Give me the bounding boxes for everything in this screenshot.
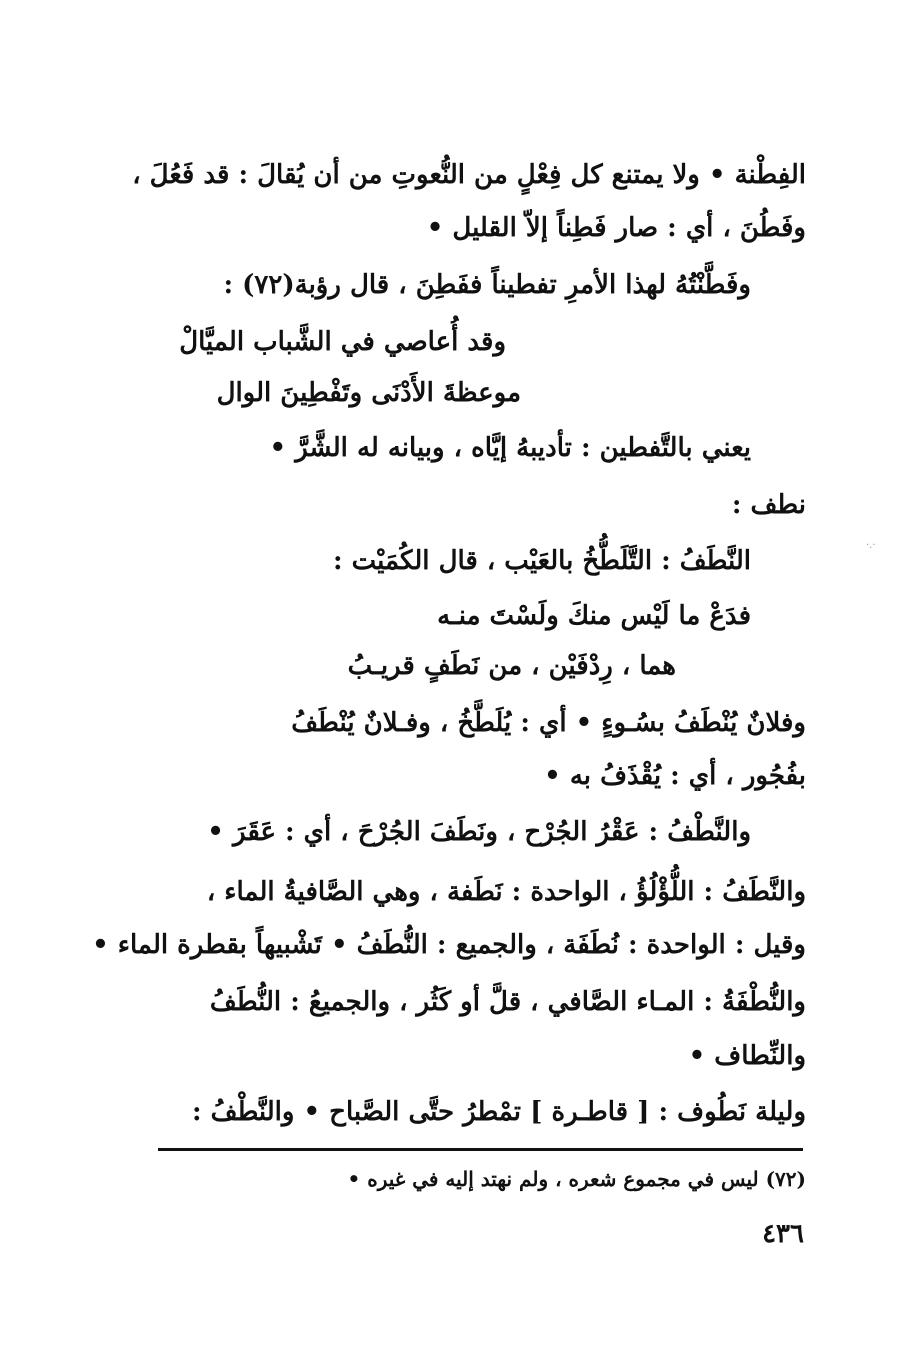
verse-line: موعظةَ الأَدْنَى وتَفْطِينَ الوال: [216, 378, 521, 408]
text-line: النَّطَفُ : التَّلَطُّخُ بالعَيْب ، قال الكُمَيْت :: [332, 546, 751, 576]
scan-speck-mark: ·.·: [866, 540, 876, 551]
verse-line: فدَعْ ما لَيْس منكَ ولَسْتَ منـه: [437, 601, 751, 631]
page-number: ٤٣٦: [762, 1219, 804, 1249]
text-line: الفِطْنة • ولا يمتنع كل فِعْلٍ من النُّعوتِ من أن يُقالَ : قد فَعُلَ ،: [132, 160, 806, 190]
text-line: والنِّطاف •: [688, 1041, 806, 1071]
footnote-divider: [158, 1148, 803, 1151]
text-line: بفُجُور ، أي : يُقْذَفُ به •: [544, 761, 806, 791]
text-line: وفَطُنَ ، أي : صار فَطِناً إلاّ القليل •: [426, 213, 806, 243]
text-line: وفَطَّنْتُهُ لهذا الأمرِ تفطيناً ففَطِنَ ، قال رؤبة(٧٢) :: [223, 270, 751, 300]
entry-heading: نطف :: [731, 490, 806, 520]
text-line: وفلانٌ يُنْطَفُ بسُـوءٍ • أي : يُلَطَّخُ ، وفـلانٌ يُنْطَفُ: [291, 708, 806, 738]
text-line: يعني بالتَّفطين : تأديبهُ إيَّاه ، وبيانه له الشَّرَّ •: [269, 433, 751, 463]
footnote: (٧٢) ليس في مجموع شعره ، ولم نهتد إليه في غيره •: [347, 1167, 806, 1191]
text-line: والنَّطَفُ : اللُّؤْلُؤُ ، الواحدة : نَطَفة ، وهي الصَّافيةُ الماء ،: [206, 877, 806, 907]
text-line: والنُّطْفَةُ : المـاء الصَّافي ، قلَّ أو كَثُر ، والجميعُ : النُّطَفُ: [209, 987, 806, 1017]
text-line: وليلة نَطُوف : [ قاطـرة ] تمْطرُ حتَّى الصَّباح • والنَّطْفُ :: [192, 1097, 806, 1127]
verse-line: هما ، رِدْفَيْن ، من نَطَفٍ قريـبُ: [347, 651, 676, 681]
text-line: وقيل : الواحدة : نُطَفَة ، والجميع : النُّطَفُ • تَشْبيهاً بقطرة الماء •: [92, 930, 806, 960]
text-line: والنَّطْفُ : عَقْرُ الجُرْح ، ونَطَفَ الجُرْحَ ، أي : عَقَرَ •: [207, 817, 751, 847]
verse-line: وقد أُعاصي في الشَّباب الميَّالْ: [179, 327, 506, 357]
